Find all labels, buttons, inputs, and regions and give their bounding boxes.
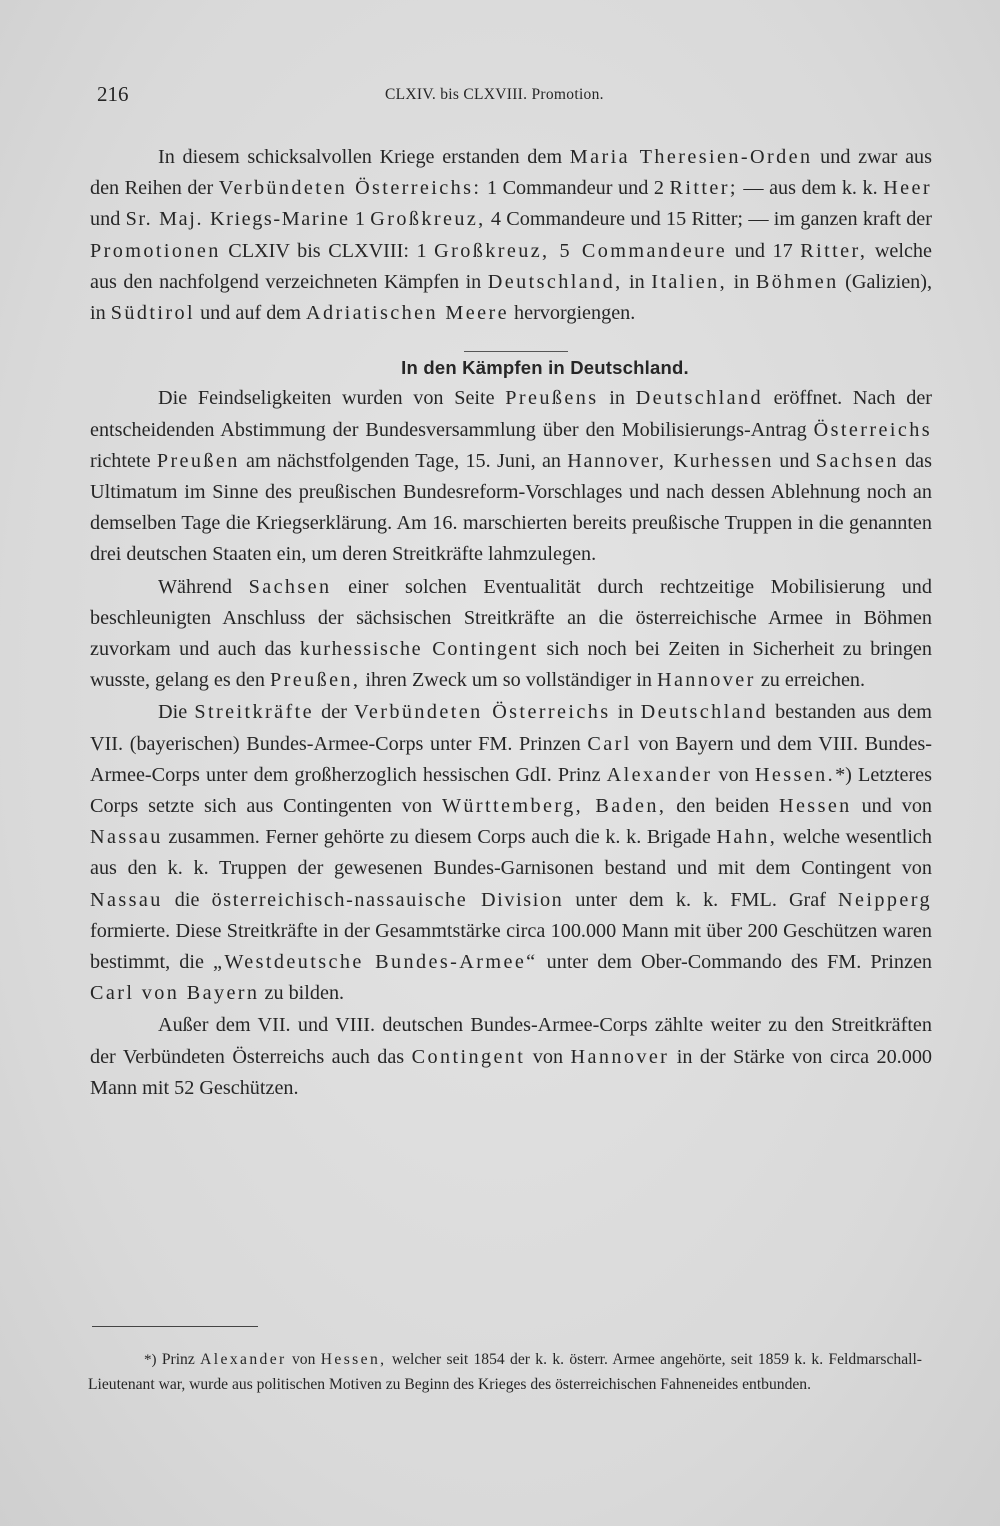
text-run: von Bayern und dem VIII. Bundes-Armee-Corps unter dem großherzoglich hessischen GdI. Prinz bbox=[90, 732, 933, 786]
spaced-text: Heer bbox=[883, 177, 933, 200]
spaced-text: Neipperg bbox=[838, 888, 932, 911]
text-run: zu bilden. bbox=[259, 982, 345, 1005]
text-run: in der Stärke von circa 20.000 Mann mit 52 Geschützen. bbox=[90, 1045, 933, 1099]
spaced-text: Verbündeten Österreichs: bbox=[218, 177, 482, 200]
text-run: In diesem schicksalvollen Kriege erstanden dem bbox=[158, 146, 570, 168]
main-text bbox=[90, 142, 932, 1104]
text-run: den beiden bbox=[666, 795, 779, 818]
text-run: Während bbox=[158, 575, 249, 598]
spaced-text: Hessen. bbox=[754, 763, 836, 786]
text-run: zusammen. Ferner gehörte zu diesem Corps auch die k. k. Brigade bbox=[162, 826, 717, 849]
spaced-text: Böhmen bbox=[755, 270, 839, 293]
text-run: eröffnet. Nach der entscheidenden Abstimmung der Bundesversammlung über den Mobilisierungs-Antrag bbox=[90, 387, 933, 441]
text-run: und von bbox=[851, 795, 933, 818]
text-run: *) Letzteres Corps setzte sich aus Contingenten von bbox=[90, 763, 932, 818]
paragraph-saxony bbox=[90, 572, 932, 697]
text-run: unter dem Ober-Commando des FM. Prinzen bbox=[537, 951, 932, 974]
spaced-text: Großkreuz, bbox=[370, 208, 486, 231]
spaced-text: Alexander bbox=[200, 1351, 287, 1368]
spaced-text: Südtirol bbox=[110, 302, 196, 325]
text-run: und auf dem bbox=[195, 302, 307, 325]
spaced-text: Streitkräfte bbox=[194, 701, 314, 724]
text-run: und zwar aus den Reihen der bbox=[90, 146, 932, 200]
page-number: 216 bbox=[97, 82, 129, 106]
text-run: (Galizien), in bbox=[90, 270, 933, 325]
paragraph-hannover bbox=[90, 1010, 932, 1104]
spaced-text: Hessen bbox=[778, 795, 852, 818]
text-run: 1 Commandeur und 2 bbox=[481, 177, 670, 200]
text-run: formierte. Diese Streitkräfte in der Gesammtstärke circa 100.000 Mann mit über 200 Geschützen waren bestimmt, die bbox=[90, 919, 932, 974]
text-run: hervorgiengen. bbox=[508, 302, 636, 325]
spaced-text: Contingent bbox=[411, 1045, 526, 1068]
spaced-text: Hannover bbox=[570, 1045, 670, 1068]
spaced-text: Österreichs bbox=[813, 418, 932, 441]
spaced-text: Hannover, Kurhessen bbox=[567, 449, 774, 472]
text-run: welche wesentlich aus den k. k. Truppen der gewesenen Bundes-Garnisonen bestand und mit dem Contingent von bbox=[90, 826, 932, 880]
spaced-text: Ritter, bbox=[800, 239, 868, 262]
text-run: das Ultimatum im Sinne des preußischen Bundesreform-Vorschlages und nach dessen Ablehnung noch an demselben Tage die Kriegserklärung. Am 16. marschierten bereits preußische Truppen in die genannten drei deutschen Staaten ein, um deren Streitkräfte lahmzulegen. bbox=[90, 449, 933, 566]
footnote bbox=[88, 1348, 922, 1396]
text-run: von bbox=[286, 1351, 321, 1368]
spaced-text: Nassau bbox=[90, 826, 163, 849]
spaced-text: Deutschland bbox=[640, 701, 768, 724]
spaced-text: Carl bbox=[587, 732, 632, 755]
spaced-text: Adriatischen Meere bbox=[306, 302, 509, 325]
spaced-text: Carl von Bayern bbox=[90, 982, 260, 1005]
spaced-text: Hahn, bbox=[716, 826, 778, 849]
text-run: ihren Zweck um so vollständiger in bbox=[360, 669, 657, 692]
spaced-text: Maria Theresien-Orden bbox=[569, 146, 813, 168]
text-run: und bbox=[90, 208, 126, 231]
text-run: in bbox=[727, 270, 756, 293]
spaced-text: Promotionen bbox=[90, 239, 221, 262]
text-run: unter dem k. k. FML. Graf bbox=[563, 888, 839, 911]
spaced-text: „Westdeutsche Bundes-Armee“ bbox=[213, 951, 538, 974]
text-run: am nächstfolgenden Tage, 15. Juni, an bbox=[239, 449, 568, 472]
spaced-text: Preußen bbox=[156, 449, 240, 472]
text-run: Die Feindseligkeiten wurden von Seite bbox=[158, 387, 506, 410]
text-run: — aus dem k. k. bbox=[737, 177, 884, 200]
text-run: richtete bbox=[90, 449, 157, 472]
text-run: in bbox=[610, 701, 641, 724]
text-run: zu erreichen. bbox=[755, 669, 866, 692]
text-run: Außer dem VII. und VIII. deutschen Bundes-Armee-Corps zählte weiter zu den Streitkräften der Verbündeten Österreichs auch das bbox=[90, 1014, 932, 1068]
paragraph-hostilities bbox=[90, 383, 932, 570]
spaced-text: Großkreuz, 5 Commandeure bbox=[434, 239, 728, 262]
spaced-text: Württemberg, Baden, bbox=[441, 795, 667, 818]
text-run: welcher seit 1854 der k. k. österr. Armee angehörte, seit 1859 k. k. Feldmarschall-Lieutenant war, wurde aus politischen Motiven zu Beginn des Krieges des österreichischen Fahneneides entbunden. bbox=[88, 1351, 922, 1393]
text-run: Die bbox=[158, 701, 195, 724]
spaced-text: Italien, bbox=[651, 270, 728, 293]
running-title: CLXIV. bis CLXVIII. Promotion. bbox=[385, 86, 604, 103]
spaced-text: Sachsen bbox=[815, 449, 899, 472]
section-heading: In den Kämpfen in Deutschland. bbox=[401, 357, 689, 379]
footnote-text bbox=[88, 1348, 922, 1396]
text-run: sich noch bei Zeiten in Sicherheit zu bringen wusste, gelang es den bbox=[90, 638, 932, 692]
text-run: Prinz bbox=[156, 1351, 201, 1368]
text-run: der bbox=[313, 701, 355, 724]
spaced-text: Deutschland, bbox=[487, 270, 623, 293]
text-run: in bbox=[598, 387, 636, 410]
text-run: welche aus den nachfolgend verzeichneten Kämpfen in bbox=[90, 239, 932, 293]
spaced-text: Hannover bbox=[656, 669, 756, 692]
spaced-text: Deutschland bbox=[635, 387, 763, 410]
spaced-text: Verbündeten Österreichs bbox=[354, 701, 611, 724]
spaced-text: Sachsen bbox=[248, 575, 332, 598]
spaced-text: Sr. Maj. Kriegs-Marine bbox=[125, 208, 350, 231]
footnote-marker: *) bbox=[144, 1352, 157, 1368]
text-run: 4 Commandeure und 15 Ritter; — im ganzen kraft der bbox=[485, 208, 932, 231]
spaced-text: Preußen, bbox=[269, 669, 361, 692]
paragraph-forces bbox=[90, 697, 932, 1009]
text-run: von bbox=[525, 1045, 571, 1068]
spaced-text: kurhessische Contingent bbox=[299, 638, 539, 661]
text-run: die bbox=[162, 888, 212, 911]
text-run: CLXIV bis CLXVIII: 1 bbox=[220, 239, 435, 262]
spaced-text: Nassau bbox=[90, 888, 163, 911]
spaced-text: Alexander bbox=[606, 763, 713, 786]
text-run: von bbox=[712, 763, 755, 786]
text-run: und 17 bbox=[727, 239, 801, 262]
footnote-rule bbox=[92, 1326, 258, 1327]
spaced-text: Preußens bbox=[505, 387, 599, 410]
spaced-text: Hessen, bbox=[320, 1351, 387, 1368]
text-run: bestanden aus dem VII. (bayerischen) Bundes-Armee-Corps unter FM. Prinzen bbox=[90, 701, 932, 755]
text-run: einer solchen Eventualität durch rechtzeitige Mobilisierung und beschleunigten Anschluss der sächsischen Streitkräfte an die österreichische Armee in Böhmen zuvorkam und auch das bbox=[90, 575, 932, 661]
running-head bbox=[97, 82, 920, 114]
spaced-text: österreichisch-nassauische Division bbox=[211, 888, 564, 911]
spaced-text: Ritter; bbox=[669, 177, 738, 200]
text-run: in bbox=[622, 270, 652, 293]
intro-paragraph bbox=[90, 142, 932, 329]
text-run: 1 bbox=[349, 208, 371, 231]
text-run: und bbox=[773, 449, 816, 472]
